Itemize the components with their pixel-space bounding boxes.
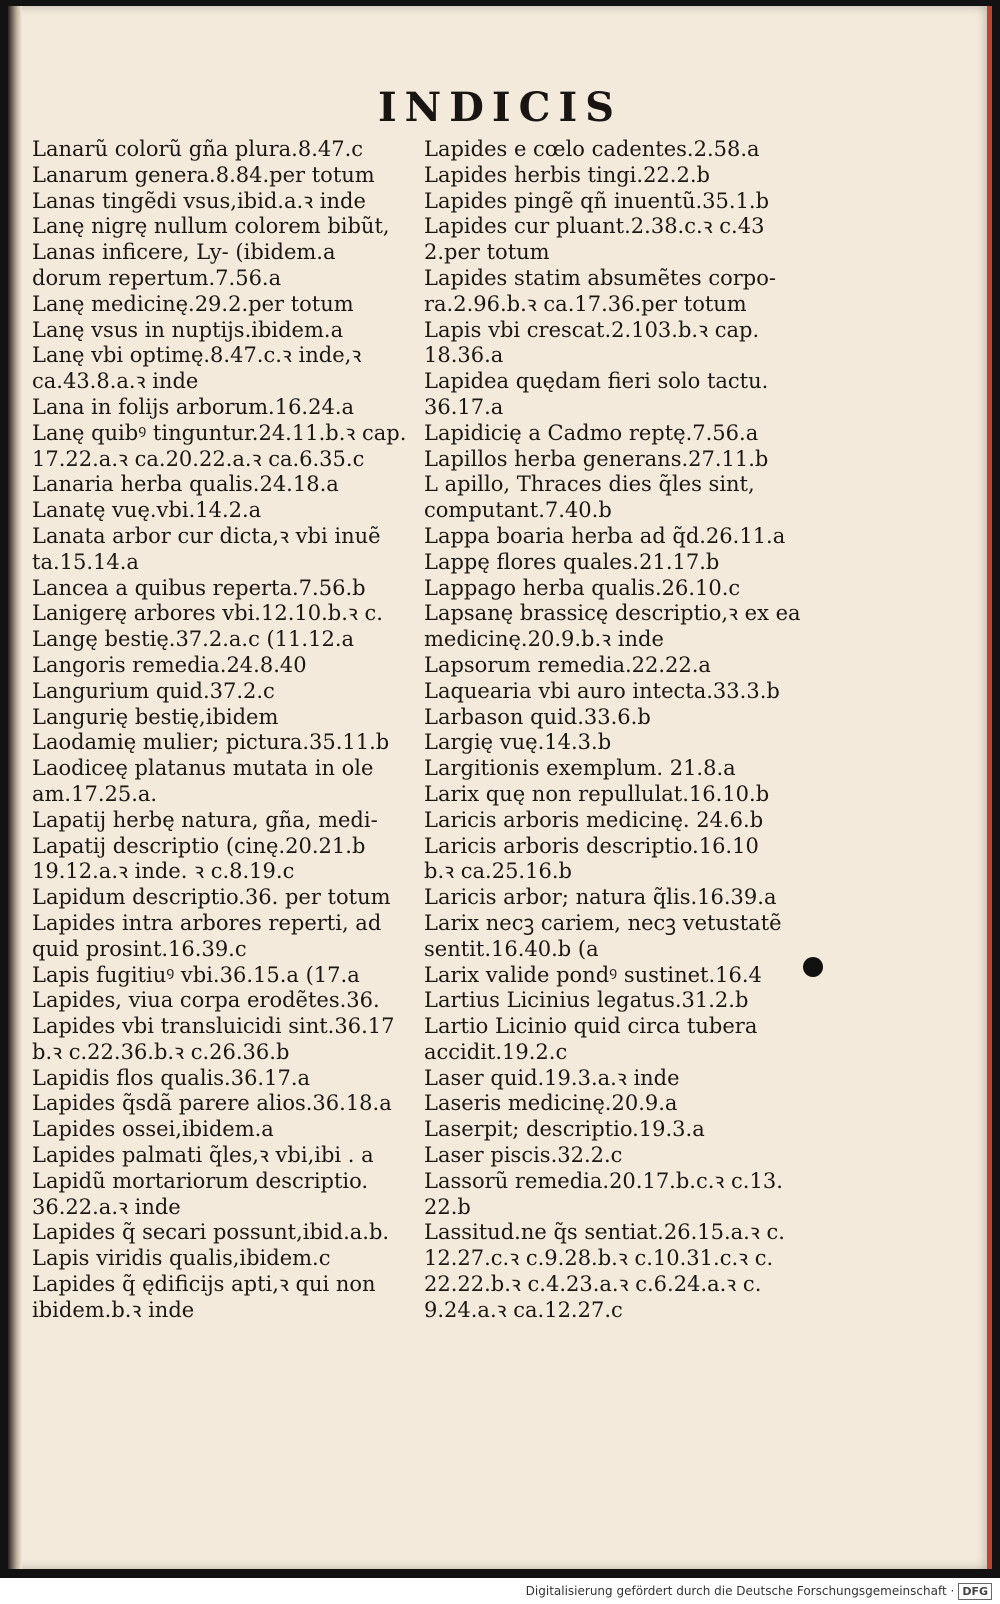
index-entry: Lapides e cœlo cadentes.2.58.a [424, 137, 760, 161]
index-entry: Lapatij herbę natura, gña, medi- [32, 807, 378, 832]
index-entry: Lapides q̃ secari possunt,ibid.a.b. [32, 1220, 390, 1245]
index-entry: Lartius Licinius legatus.31.2.b [424, 988, 749, 1013]
index-entry: am.17.25.a. [32, 781, 158, 806]
index-entry: Lappę flores quales.21.17.b [424, 549, 720, 574]
ink-dot [803, 957, 823, 977]
index-entry: Lapsanę brassicę descriptio,ꝛ ex ea [424, 601, 801, 626]
index-entry: Langurium quid.37.2.c [32, 678, 275, 703]
index-entry: 36.17.a [424, 394, 504, 419]
index-entry: Lapides intra arbores reperti, ad [32, 910, 382, 935]
index-entry: Lapides palmati q̃les,ꝛ vbi,ibi . a [32, 1143, 374, 1168]
index-entry: Lartio Licinio quid circa tubera [424, 1014, 758, 1039]
index-entry: Lanas inficere, Ly- (ibidem.a [32, 240, 336, 265]
dfg-logo: DFG [958, 1583, 992, 1600]
index-entry: computant.7.40.b [424, 498, 612, 523]
index-entry: Laseris medicinę.20.9.a [424, 1091, 678, 1116]
index-entry: 19.12.a.ꝛ inde. ꝛ c.8.19.c [32, 859, 295, 884]
index-entry: Lapis fugitiuꝰ vbi.36.15.a (17.a [32, 962, 360, 987]
index-entry: Lapides vbi transluicidi sint.36.17 [32, 1014, 395, 1039]
index-entry: Lanaria herba qualis.24.18.a [32, 472, 339, 497]
index-entry: Lapidũ mortariorum descriptio. [32, 1168, 369, 1193]
index-entry: ta.15.14.a [32, 549, 139, 574]
index-entry: Larix quę non repullulat.16.10.b [424, 781, 770, 806]
index-entry: Lapidea quędam fieri solo tactu. [424, 369, 769, 394]
index-entry: Lana in folijs arborum.16.24.a [32, 394, 355, 419]
index-entry: Lanas tingẽdi vsus,ibid.a.ꝛ inde [32, 188, 366, 213]
index-entry: Laodamię mulier; pictura.35.11.b [32, 730, 390, 755]
index-entry: Lassitud.ne q̃s sentiat.26.15.a.ꝛ c. [424, 1220, 785, 1245]
index-entry: 17.22.a.ꝛ ca.20.22.a.ꝛ ca.6.35.c [32, 446, 365, 471]
index-entry: Lancea a quibus reperta.7.56.b [32, 575, 366, 600]
index-entry: 36.22.a.ꝛ inde [32, 1194, 181, 1219]
index-entry: Lanatę vuę.vbi.14.2.a [32, 498, 262, 523]
index-entry: Laricis arboris descriptio.16.10 [424, 833, 759, 858]
index-left-column [32, 137, 412, 1324]
index-entry: Lanigerę arbores vbi.12.10.b.ꝛ c. [32, 601, 383, 626]
index-entry: 22.b [424, 1194, 471, 1219]
index-entry: dorum repertum.7.56.a [32, 265, 282, 290]
index-entry: quid prosint.16.39.c [32, 936, 247, 961]
index-entry: 18.36.a [424, 343, 504, 368]
index-entry: Langę bestię.37.2.a.c (11.12.a [32, 627, 355, 652]
index-entry: Laquearia vbi auro intecta.33.3.b [424, 678, 780, 703]
index-entry: L apillo, Thraces dies q̃les sint, [424, 472, 755, 497]
index-entry: Lapides ossei,ibidem.a [32, 1117, 274, 1142]
index-entry: Laricis arboris medicinę. 24.6.b [424, 807, 764, 832]
page-gutter [8, 6, 22, 1569]
index-entry: ra.2.96.b.ꝛ ca.17.36.per totum [424, 291, 747, 316]
index-entry: Lapatij descriptio (cinę.20.21.b [32, 833, 366, 858]
index-entry: Lanę vbi optimę.8.47.c.ꝛ inde,ꝛ [32, 343, 362, 368]
index-entry: Lanę nigrę nullum colorem bibũt, [32, 214, 390, 239]
index-entry: Lapidis flos qualis.36.17.a [32, 1065, 311, 1090]
index-entry: Lapides statim absumẽtes corpo- [424, 265, 776, 290]
index-entry: Lanarũ colorũ gña plura.8.47.c [32, 137, 364, 161]
index-entry: 12.27.c.ꝛ c.9.28.b.ꝛ c.10.31.c.ꝛ c. [424, 1246, 774, 1271]
index-entry: Langurię bestię,ibidem [32, 704, 279, 729]
index-entry: medicinę.20.9.b.ꝛ inde [424, 627, 664, 652]
index-entry: sentit.16.40.b (a [424, 936, 599, 961]
index-entry: ca.43.8.a.ꝛ inde [32, 369, 199, 394]
index-entry: Langoris remedia.24.8.40 [32, 652, 307, 677]
index-entry: Laser piscis.32.2.c [424, 1143, 623, 1168]
index-entry: Lapidicię a Cadmo reptę.7.56.a [424, 420, 759, 445]
index-entry: Lapis vbi crescat.2.103.b.ꝛ cap. [424, 317, 760, 342]
index-entry: Larix necꝫ cariem, necꝫ vetustatẽ [424, 910, 782, 935]
index-entry: Lanata arbor cur dicta,ꝛ vbi inuẽ [32, 523, 381, 548]
index-entry: Lapides cur pluant.2.38.c.ꝛ c.43 [424, 214, 765, 239]
index-entry: Lanę vsus in nuptijs.ibidem.a [32, 317, 344, 342]
index-entry: Lapis viridis qualis,ibidem.c [32, 1246, 331, 1271]
index-entry: Lappa boaria herba ad q̃d.26.11.a [424, 523, 786, 548]
page-edge [987, 6, 992, 1569]
index-entry: b.ꝛ c.22.36.b.ꝛ c.26.36.b [32, 1039, 290, 1064]
index-entry: 2.per totum [424, 240, 550, 265]
index-entry: Laserpit; descriptio.19.3.a [424, 1117, 705, 1142]
index-entry: Largię vuę.14.3.b [424, 730, 612, 755]
index-entry: accidit.19.2.c [424, 1039, 568, 1064]
index-entry: Lapides q̃ ędificijs apti,ꝛ qui non [32, 1272, 376, 1297]
index-entry: Laodiceę platanus mutata in ole [32, 756, 374, 781]
index-entry: Lapides herbis tingi.22.2.b [424, 162, 710, 187]
index-entry: 22.22.b.ꝛ c.4.23.a.ꝛ c.6.24.a.ꝛ c. [424, 1272, 762, 1297]
index-entry: Lanę quibꝰ tinguntur.24.11.b.ꝛ cap. [32, 420, 407, 445]
index-entry: Lapides, viua corpa erodẽtes.36. [32, 988, 380, 1013]
index-entry: b.ꝛ ca.25.16.b [424, 859, 572, 884]
index-entry: Lassorũ remedia.20.17.b.c.ꝛ c.13. [424, 1168, 783, 1193]
index-entry: Lapsorum remedia.22.22.a [424, 652, 711, 677]
index-entry: Larix valide pondꝰ sustinet.16.4 [424, 962, 762, 987]
footer-bar [0, 1578, 1000, 1604]
index-entry: Lanę medicinę.29.2.per totum [32, 291, 354, 316]
index-entry: Lappago herba qualis.26.10.c [424, 575, 741, 600]
index-right-column [424, 137, 804, 1324]
footer-credit: Digitalisierung gefördert durch die Deutsche Forschungsgemeinschaft · [525, 1584, 955, 1598]
page-header: INDICIS [377, 84, 623, 131]
index-entry: Lapidum descriptio.36. per totum [32, 885, 391, 910]
index-entry: Lapillos herba generans.27.11.b [424, 446, 769, 471]
index-entry: Lapides q̃sdã parere alios.36.18.a [32, 1091, 392, 1116]
index-entry: ibidem.b.ꝛ inde [32, 1297, 195, 1322]
index-entry: Laser quid.19.3.a.ꝛ inde [424, 1065, 680, 1090]
index-entry: Lapides pingẽ qñ inuentũ.35.1.b [424, 188, 770, 213]
book-page [8, 6, 992, 1569]
index-entry: 9.24.a.ꝛ ca.12.27.c [424, 1297, 623, 1322]
index-entry: Largitionis exemplum. 21.8.a [424, 756, 736, 781]
index-entry: Lanarum genera.8.84.per totum [32, 162, 375, 187]
index-entry: Laricis arbor; natura q̃lis.16.39.a [424, 885, 777, 910]
index-entry: Larbason quid.33.6.b [424, 704, 651, 729]
